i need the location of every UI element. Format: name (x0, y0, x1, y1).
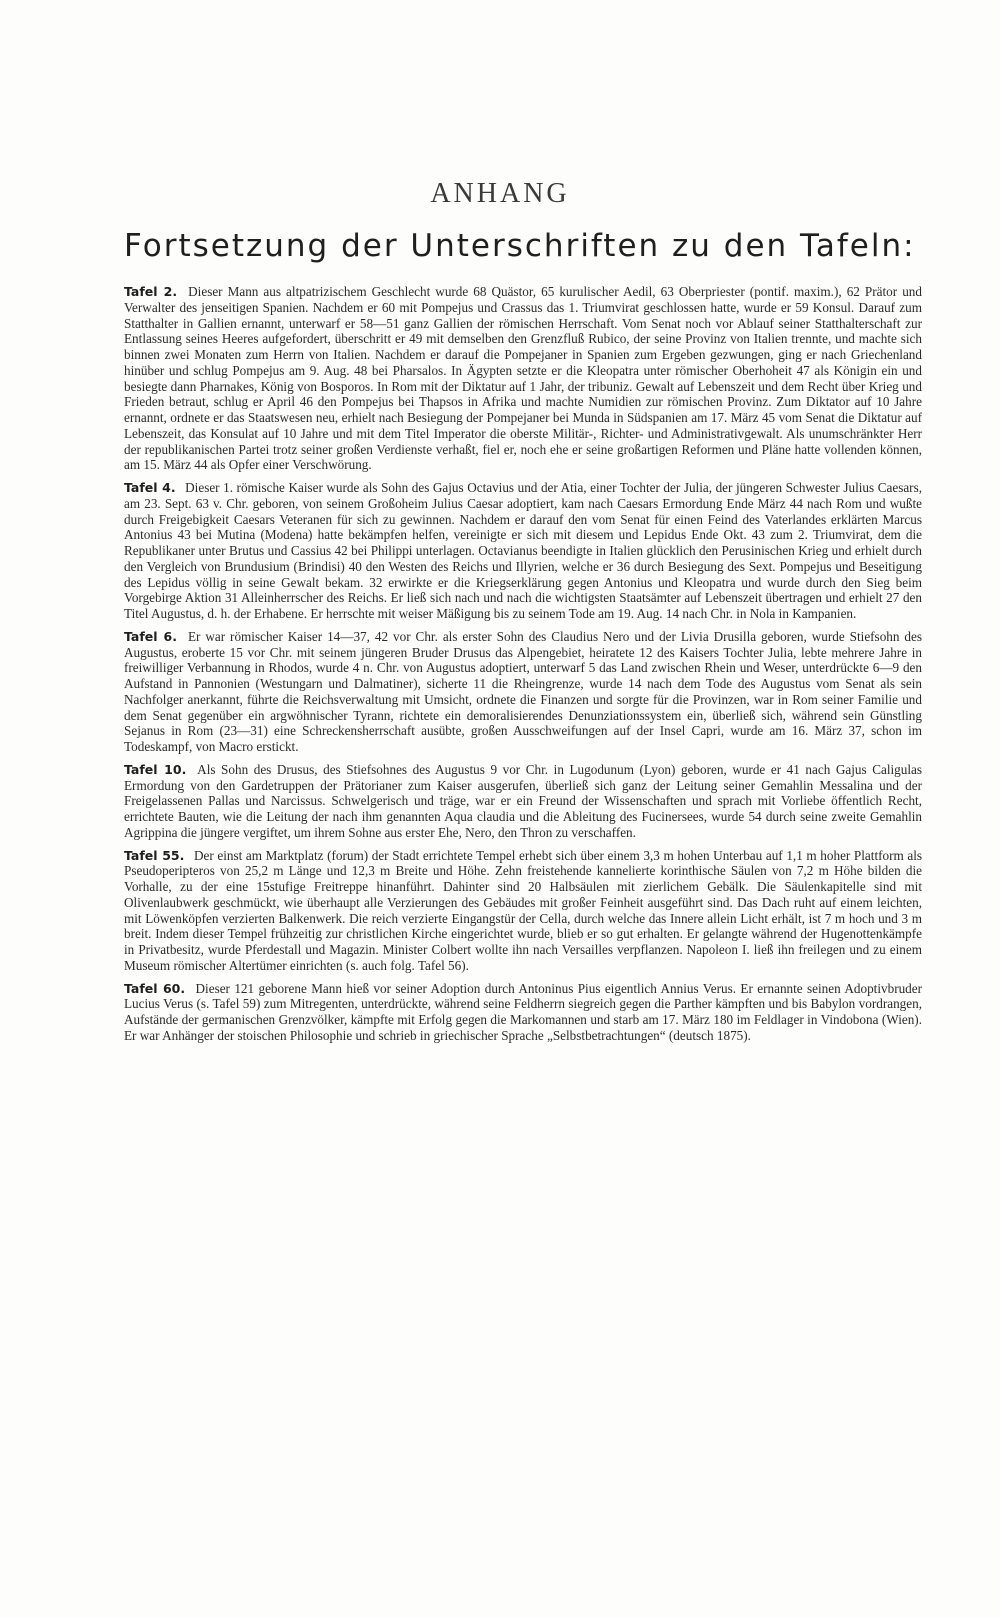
captions-body (124, 284, 922, 1051)
caption-entry (124, 848, 922, 974)
caption-entry (124, 762, 922, 841)
caption-text: Dieser Mann aus altpatrizischem Geschlecht wurde 68 Quästor, 65 kurulischer Aedil, 63 Oberpriester (pontif. maxim.), 62 Prätor und Verwalter des jenseitigen Spanien. Nachdem er 60 mit Pompejus und Crassus das 1. Triumvirat geschlossen hatte, wurde er 59 Konsul. Darauf zum Statthalter in Gallien ernannt, unterwarf er 58—51 ganz Gallien der römischen Herrschaft. Vom Senat noch vor Ablauf seiner Statthalterschaft zur Entlassung seines Heeres aufgefordert, überschritt er 49 mit demselben den Grenzfluß Rubico, der seine Provinz von Italien trennte, und machte sich binnen zwei Monaten zum Herrn von Italien. Nachdem er darauf die Pompejaner in Spanien zum Ergeben gezwungen, ging er nach Griechenland hinüber und schlug Pompejus am 9. Aug. 48 bei Pharsalos. In Ägypten setzte er die Kleopatra unter römischer Oberhoheit 47 als Königin ein und besiegte dann Pharnakes, König von Bosporos. In Rom mit der Diktatur auf 1 Jahr, der tribuniz. Gewalt auf Lebenszeit und dem Recht über Krieg und Frieden betraut, schlug er April 46 den Pompejus bei Thapsos in Afrika und machte Numidien zur römischen Provinz. Zum Diktator auf 10 Jahre ernannt, ordnete er das Staatswesen neu, erhielt nach Besiegung der Pompejaner bei Munda in Südspanien am 17. März 45 vom Senat die Diktatur auf Lebenszeit, das Konsulat auf 10 Jahre und mit dem Titel Imperator die oberste Militär-, Richter- und Administrativgewalt. Als unumschränkter Herr der republikanischen Partei trotz seiner großen Verdienste verhaßt, fiel er, noch ehe er seine großartigen Reformen und Pläne hatte vollenden können, am 15. März 44 als Opfer einer Verschwörung. (124, 284, 922, 473)
caption-text: Dieser 1. römische Kaiser wurde als Sohn des Gajus Octavius und der Atia, einer Tochter der Julia, der jüngeren Schwester Julius Caesars, am 23. Sept. 63 v. Chr. geboren, von seinem Großoheim Julius Caesar adoptiert, kam nach Caesars Ermordung Ende März 44 nach Rom und wußte durch Freigebigkeit Caesars Veteranen für sich zu gewinnen. Nachdem er darauf den vom Senat für einen Feind des Vaterlandes erklärten Marcus Antonius 43 bei Mutina (Modena) hatte bekämpfen helfen, vereinigte er sich mit diesem und Lepidus Ende Okt. 43 zum 2. Triumvirat, dem die Republikaner unter Brutus und Cassius 42 bei Philippi unterlagen. Octavianus beendigte in Italien glücklich den Perusinischen Krieg und erhielt durch den Vergleich von Brundusium (Brindisi) 40 den Westen des Reichs und Illyrien, welche er 36 durch Besiegung des Sext. Pompejus und Beseitigung des Lepidus völlig in seine Gewalt bekam. 32 erwirkte er die Kriegserklärung gegen Antonius und Kleopatra und wurde durch den Sieg beim Vorgebirge Aktion 31 Alleinherrscher des Reichs. Er ließ sich nach und nach die wichtigsten Staatsämter auf Lebenszeit übertragen und erhielt 27 den Titel Augustus, d. h. der Erhabene. Er herrschte mit weiser Mäßigung bis zu seinem Tode am 19. Aug. 14 nach Chr. in Nola in Kampanien. (124, 480, 923, 621)
caption-text: Der einst am Marktplatz (forum) der Stadt errichtete Tempel erhebt sich über einem 3,3 m hohen Unterbau auf 1,1 m hoher Plattform als Pseudoperipteros von 25,2 m Länge und 12,3 m Breite und Höhe. Zehn freistehende kannelierte korinthische Säulen von 7,2 m Höhe bilden die Vorhalle, zu der eine 15stufige Freitreppe hinanführt. Dahinter sind 20 Halbsäulen mit zierlichem Gebälk. Die Säulenkapitelle sind mit Olivenlaubwerk geschmückt, wie überhaupt alle Verzierungen des Gebäudes mit großer Feinheit ausgeführt sind. Das Dach ruht auf einem leichten, mit Löwenköpfen verzierten Balkenwerk. Die reich verzierte Eingangstür der Cella, durch welche das Innere allein Licht erhält, ist 7 m hoch und 3 m breit. Indem dieser Tempel frühzeitig zur christlichen Kirche eingerichtet wurde, blieb er so gut erhalten. Er gelangte während der Hugenottenkämpfe in Privatbesitz, wurde Pferdestall und Magazin. Minister Colbert wollte ihn nach Versailles verpflanzen. Napoleon I. ließ ihn freilegen und zu einem Museum römischer Altertümer einrichten (s. auch folg. Tafel 56). (124, 847, 923, 973)
caption-text: Er war römischer Kaiser 14—37, 42 vor Chr. als erster Sohn des Claudius Nero und der Livia Drusilla geboren, wurde Stiefsohn des Augustus, eroberte 15 vor Chr. mit seinem jüngeren Bruder Drusus das Alpengebiet, heiratete 12 des Kaisers Tochter Julia, lebte mehrere Jahre in freiwilliger Verbannung in Rhodos, wurde 4 n. Chr. von Augustus adoptiert, unterwarf 5 das Land zwischen Rhein und Weser, unterdrückte 6—9 den Aufstand in Pannonien (Westungarn und Dalmatiner), sicherte 11 die Rheingrenze, wurde 14 nach dem Tode des Augustus vom Senat als sein Nachfolger anerkannt, führte die Reichsverwaltung mit Umsicht, ordnete die Finanzen und sorgte für die Provinzen, war in Rom seiner Familie und dem Senat gegenüber ein argwöhnischer Tyrann, richtete ein demoralisierendes Denunziationssystem ein, überließ sich, während sein Günstling Sejanus in Rom (23—31) eine Schreckensherrschaft ausübte, großen Ausschweifungen auf der Insel Capri, wurde am 16. März 37, schon im Todeskampf, von Macro erstickt. (124, 628, 922, 754)
page-heading: Fortsetzung der Unterschriften zu den Tafeln: (124, 228, 916, 264)
caption-label: Tafel 60. (124, 980, 186, 996)
caption-entry (124, 284, 922, 473)
section-title: ANHANG (430, 178, 570, 209)
caption-label: Tafel 4. (124, 480, 176, 495)
caption-text: Als Sohn des Drusus, des Stiefsohnes des Augustus 9 vor Chr. in Lugodunum (Lyon) geboren, wurde er 41 nach Gajus Caligulas Ermordung von den Gardetruppen der Prätorianer zum Kaiser ausgerufen, überließ sich ganz der Leitung seiner Gemahlin Messalina und der Freigelassenen Pallas und Narcissus. Schwelgerisch und träge, war er ein Freund der Wissenschaften und sprach mit Vorliebe öffentlich Recht, errichtete Bauten, wie die Leitung der nach ihm genannten Aqua claudia und die Ableitung des Fucinersees, wurde 54 durch seine zweite Gemahlin Agrippina die jüngere vergiftet, um ihrem Sohne aus erster Ehe, Nero, den Thron zu verschaffen. (124, 761, 923, 840)
caption-entry (124, 629, 922, 755)
caption-entry (124, 981, 922, 1044)
caption-text: Dieser 121 geborene Mann hieß vor seiner Adoption durch Antoninus Pius eigentlich Annius Verus. Er ernannte seinen Adoptivbruder Lucius Verus (s. Tafel 59) zum Mitregenten, unterdrückte, während seine Feldherrn siegreich gegen die Parther kämpften und bis Babylon vordrangen, Aufstände der germanischen Grenzvölker, kämpfte mit Erfolg gegen die Markomannen und starb am 17. März 180 im Feldlager in Vindobona (Wien). Er war Anhänger der stoischen Philosophie und schrieb in griechischer Sprache „Selbstbetrachtungen“ (deutsch 1875). (124, 980, 923, 1043)
caption-label: Tafel 6. (124, 628, 177, 644)
caption-label: Tafel 10. (124, 761, 187, 777)
caption-label: Tafel 55. (124, 847, 185, 863)
caption-label: Tafel 2. (124, 284, 178, 299)
caption-entry (124, 480, 922, 622)
